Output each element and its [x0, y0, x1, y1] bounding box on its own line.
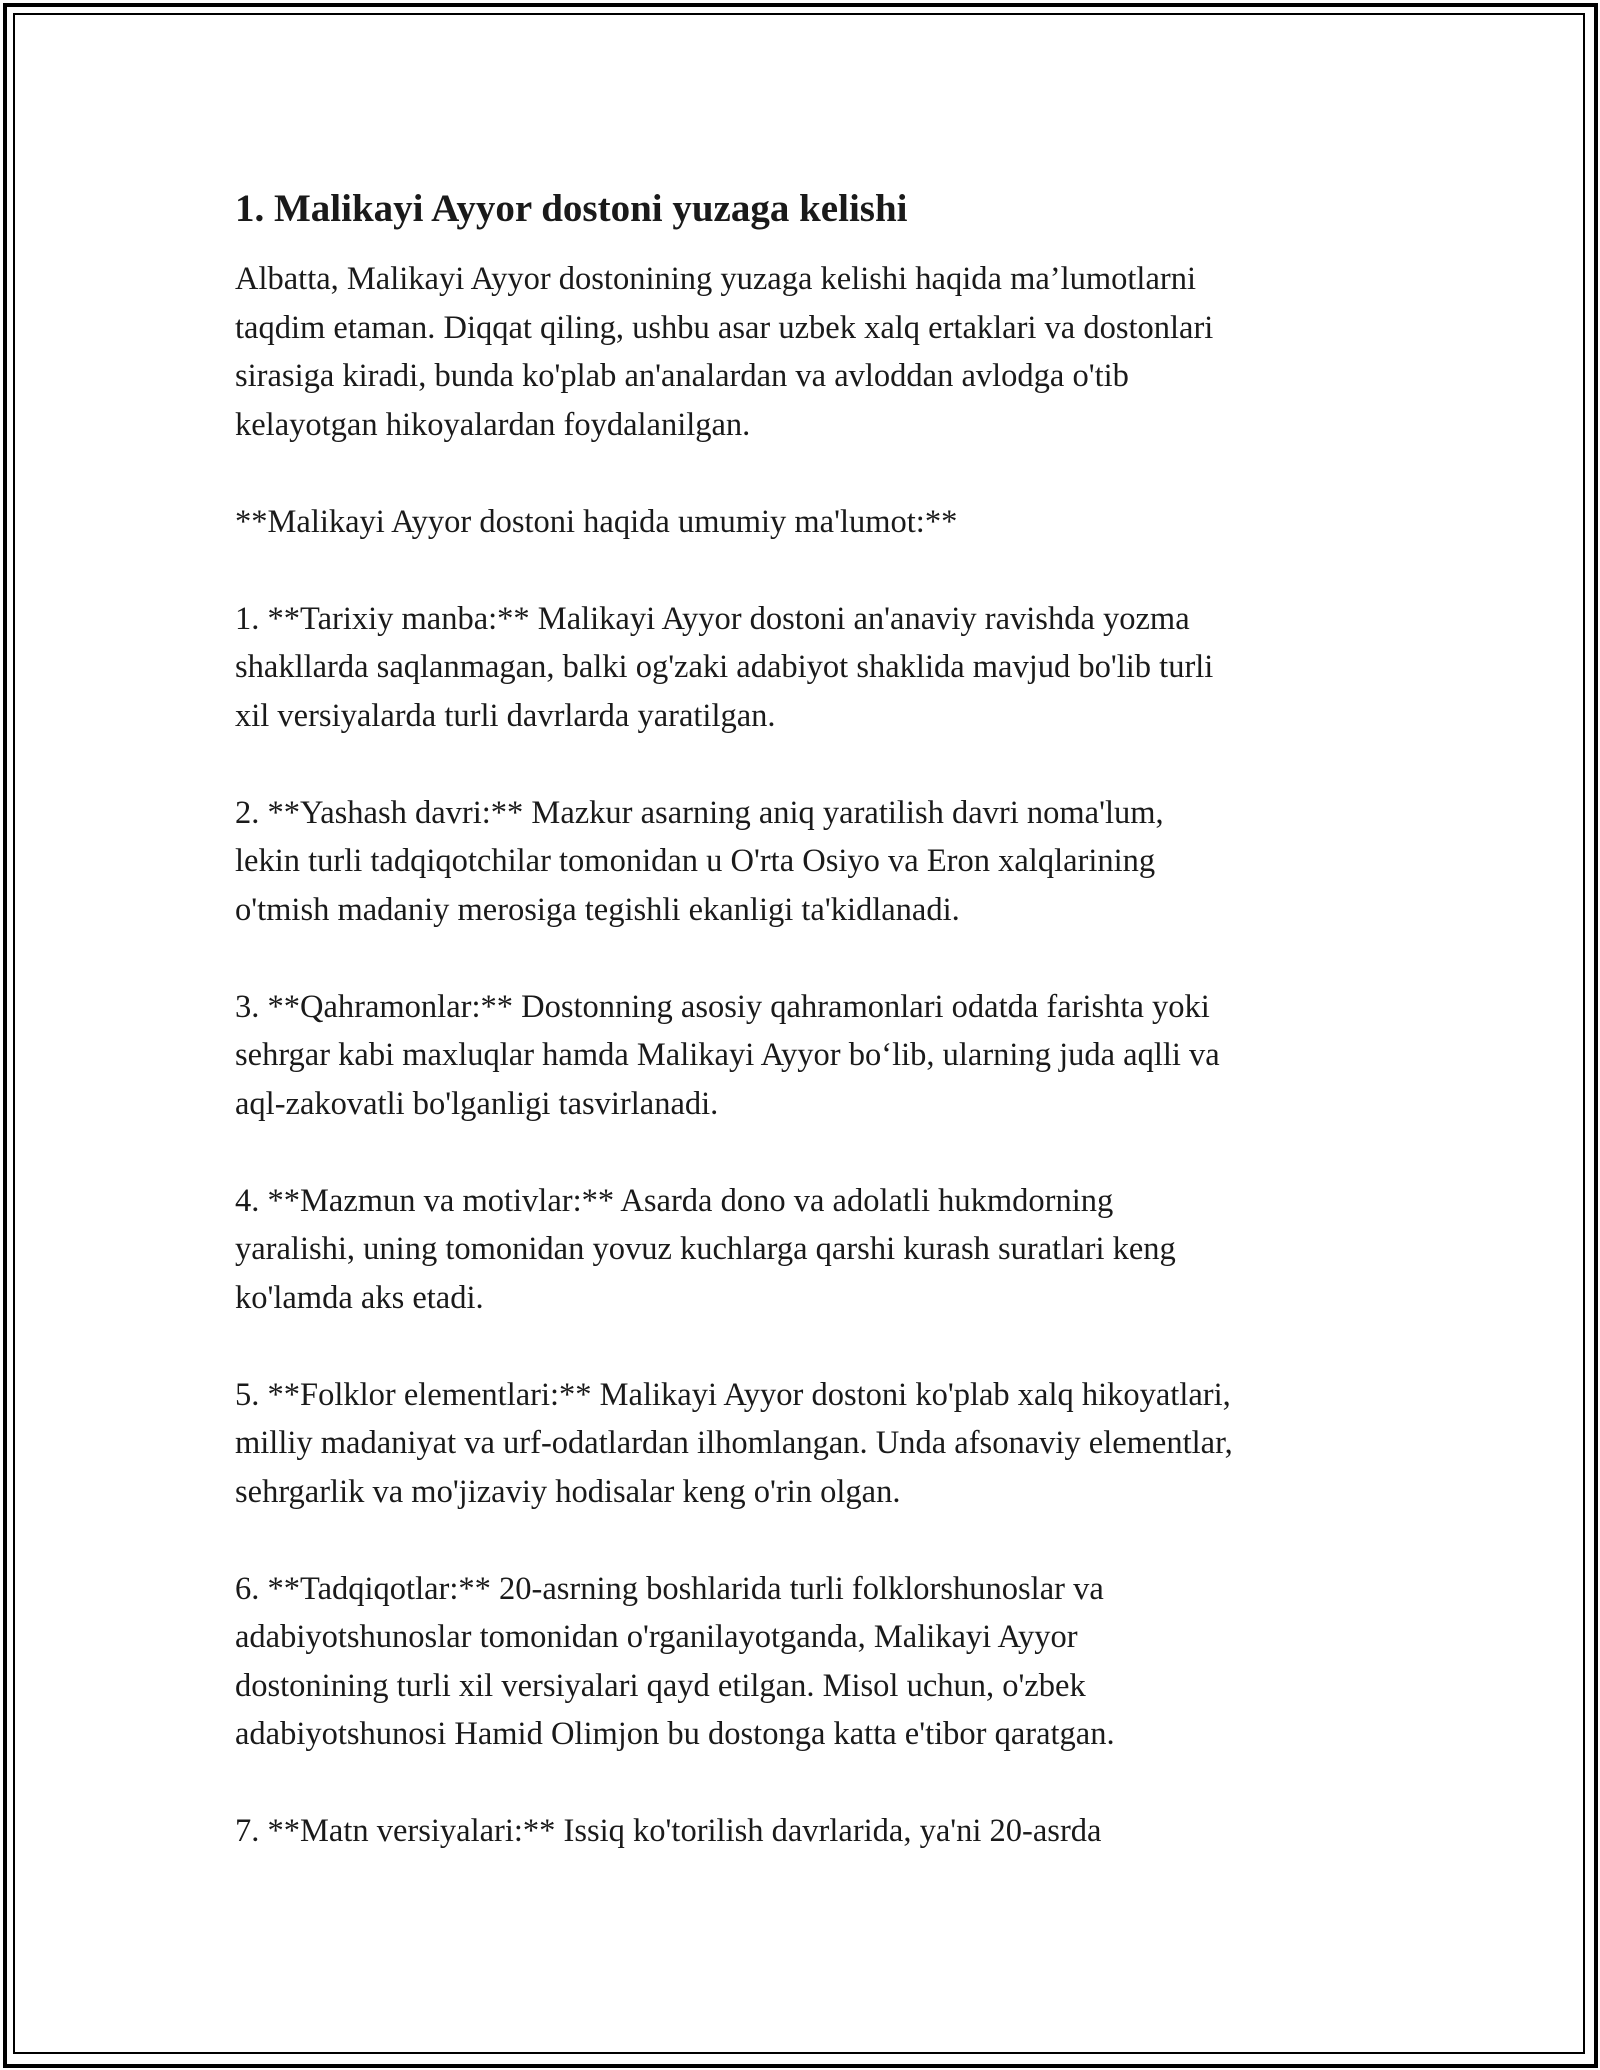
text-line: milliy madaniyat va urf-odatlardan ilhomlangan. Unda afsonaviy elementlar,: [235, 1425, 1233, 1461]
list-item-text-versions: [235, 1807, 1385, 1856]
text-line: shakllarda saqlanmagan, balki og'zaki adabiyot shaklida mavjud bo'lib turli: [235, 649, 1214, 685]
text-line: aql-zakovatli bo'lganligi tasvirlanadi.: [235, 1085, 719, 1122]
text-line: sirasiga kiradi, bunda ko'plab an'analardan va avloddan avlodga o'tib: [235, 358, 1129, 394]
list-item-period: [235, 789, 1385, 935]
text-line: ko'lamda aks etadi.: [235, 1279, 484, 1316]
text-line: 6. **Tadqiqotlar:** 20-asrning boshlarida turli folklorshunoslar va: [235, 1570, 1104, 1607]
section-heading: 1. Malikayi Ayyor dostoni yuzaga kelishi: [235, 187, 908, 230]
text-line: 3. **Qahramonlar:** Dostonning asosiy qahramonlari odatda farishta yoki: [235, 988, 1210, 1025]
text-line: dostonining turli xil versiyalari qayd etilgan. Misol uchun, o'zbek: [235, 1667, 1086, 1704]
text-line: 1. **Tarixiy manba:** Malikayi Ayyor dostoni an'anaviy ravishda yozma: [235, 600, 1190, 637]
text-line: lekin turli tadqiqotchilar tomonidan u O'rta Osiyo va Eron xalqlarining: [235, 843, 1156, 879]
text-line: Albatta, Malikayi Ayyor dostonining yuzaga kelishi haqida ma’lumotlarni: [235, 261, 1196, 297]
text-line: **Malikayi Ayyor dostoni haqida umumiy ma'lumot:**: [235, 503, 958, 540]
text-line: yaralishi, uning tomonidan yovuz kuchlarga qarshi kurash suratlari keng: [235, 1231, 1176, 1267]
text-line: 7. **Matn versiyalari:** Issiq ko'torilish davrlarida, ya'ni 20-asrda: [235, 1813, 1102, 1849]
text-line: o'tmish madaniy merosiga tegishli ekanligi ta'kidlanadi.: [235, 891, 960, 928]
text-line: adabiyotshunoslar tomonidan o'rganilayotganda, Malikayi Ayyor: [235, 1619, 1078, 1655]
list-item-historical-source: [235, 595, 1385, 741]
document-body: [235, 185, 1385, 1904]
list-item-themes: [235, 1177, 1385, 1323]
text-line: kelayotgan hikoyalardan foydalanilgan.: [235, 406, 751, 443]
text-line: sehrgarlik va mo'jizaviy hodisalar keng o'rin olgan.: [235, 1473, 901, 1510]
text-line: xil versiyalarda turli davrlarda yaratilgan.: [235, 697, 776, 734]
text-line: 4. **Mazmun va motivlar:** Asarda dono va adolatli hukmdorning: [235, 1182, 1114, 1219]
text-line: sehrgar kabi maxluqlar hamda Malikayi Ayyor bo‘lib, ularning juda aqlli va: [235, 1037, 1220, 1073]
list-item-folklore: [235, 1371, 1385, 1517]
text-line: 5. **Folklor elementlari:** Malikayi Ayyor dostoni ko'plab xalq hikoyatlari,: [235, 1376, 1231, 1413]
overview-label: [235, 498, 1385, 547]
list-item-research: [235, 1565, 1385, 1759]
text-line: taqdim etaman. Diqqat qiling, ushbu asar uzbek xalq ertaklari va dostonlari: [235, 309, 1214, 346]
text-line: 2. **Yashash davri:** Mazkur asarning aniq yaratilish davri noma'lum,: [235, 794, 1164, 831]
text-line: adabiyotshunosi Hamid Olimjon bu dostonga katta e'tibor qaratgan.: [235, 1716, 1115, 1752]
intro-paragraph: [235, 255, 1385, 449]
list-item-heroes: [235, 983, 1385, 1129]
